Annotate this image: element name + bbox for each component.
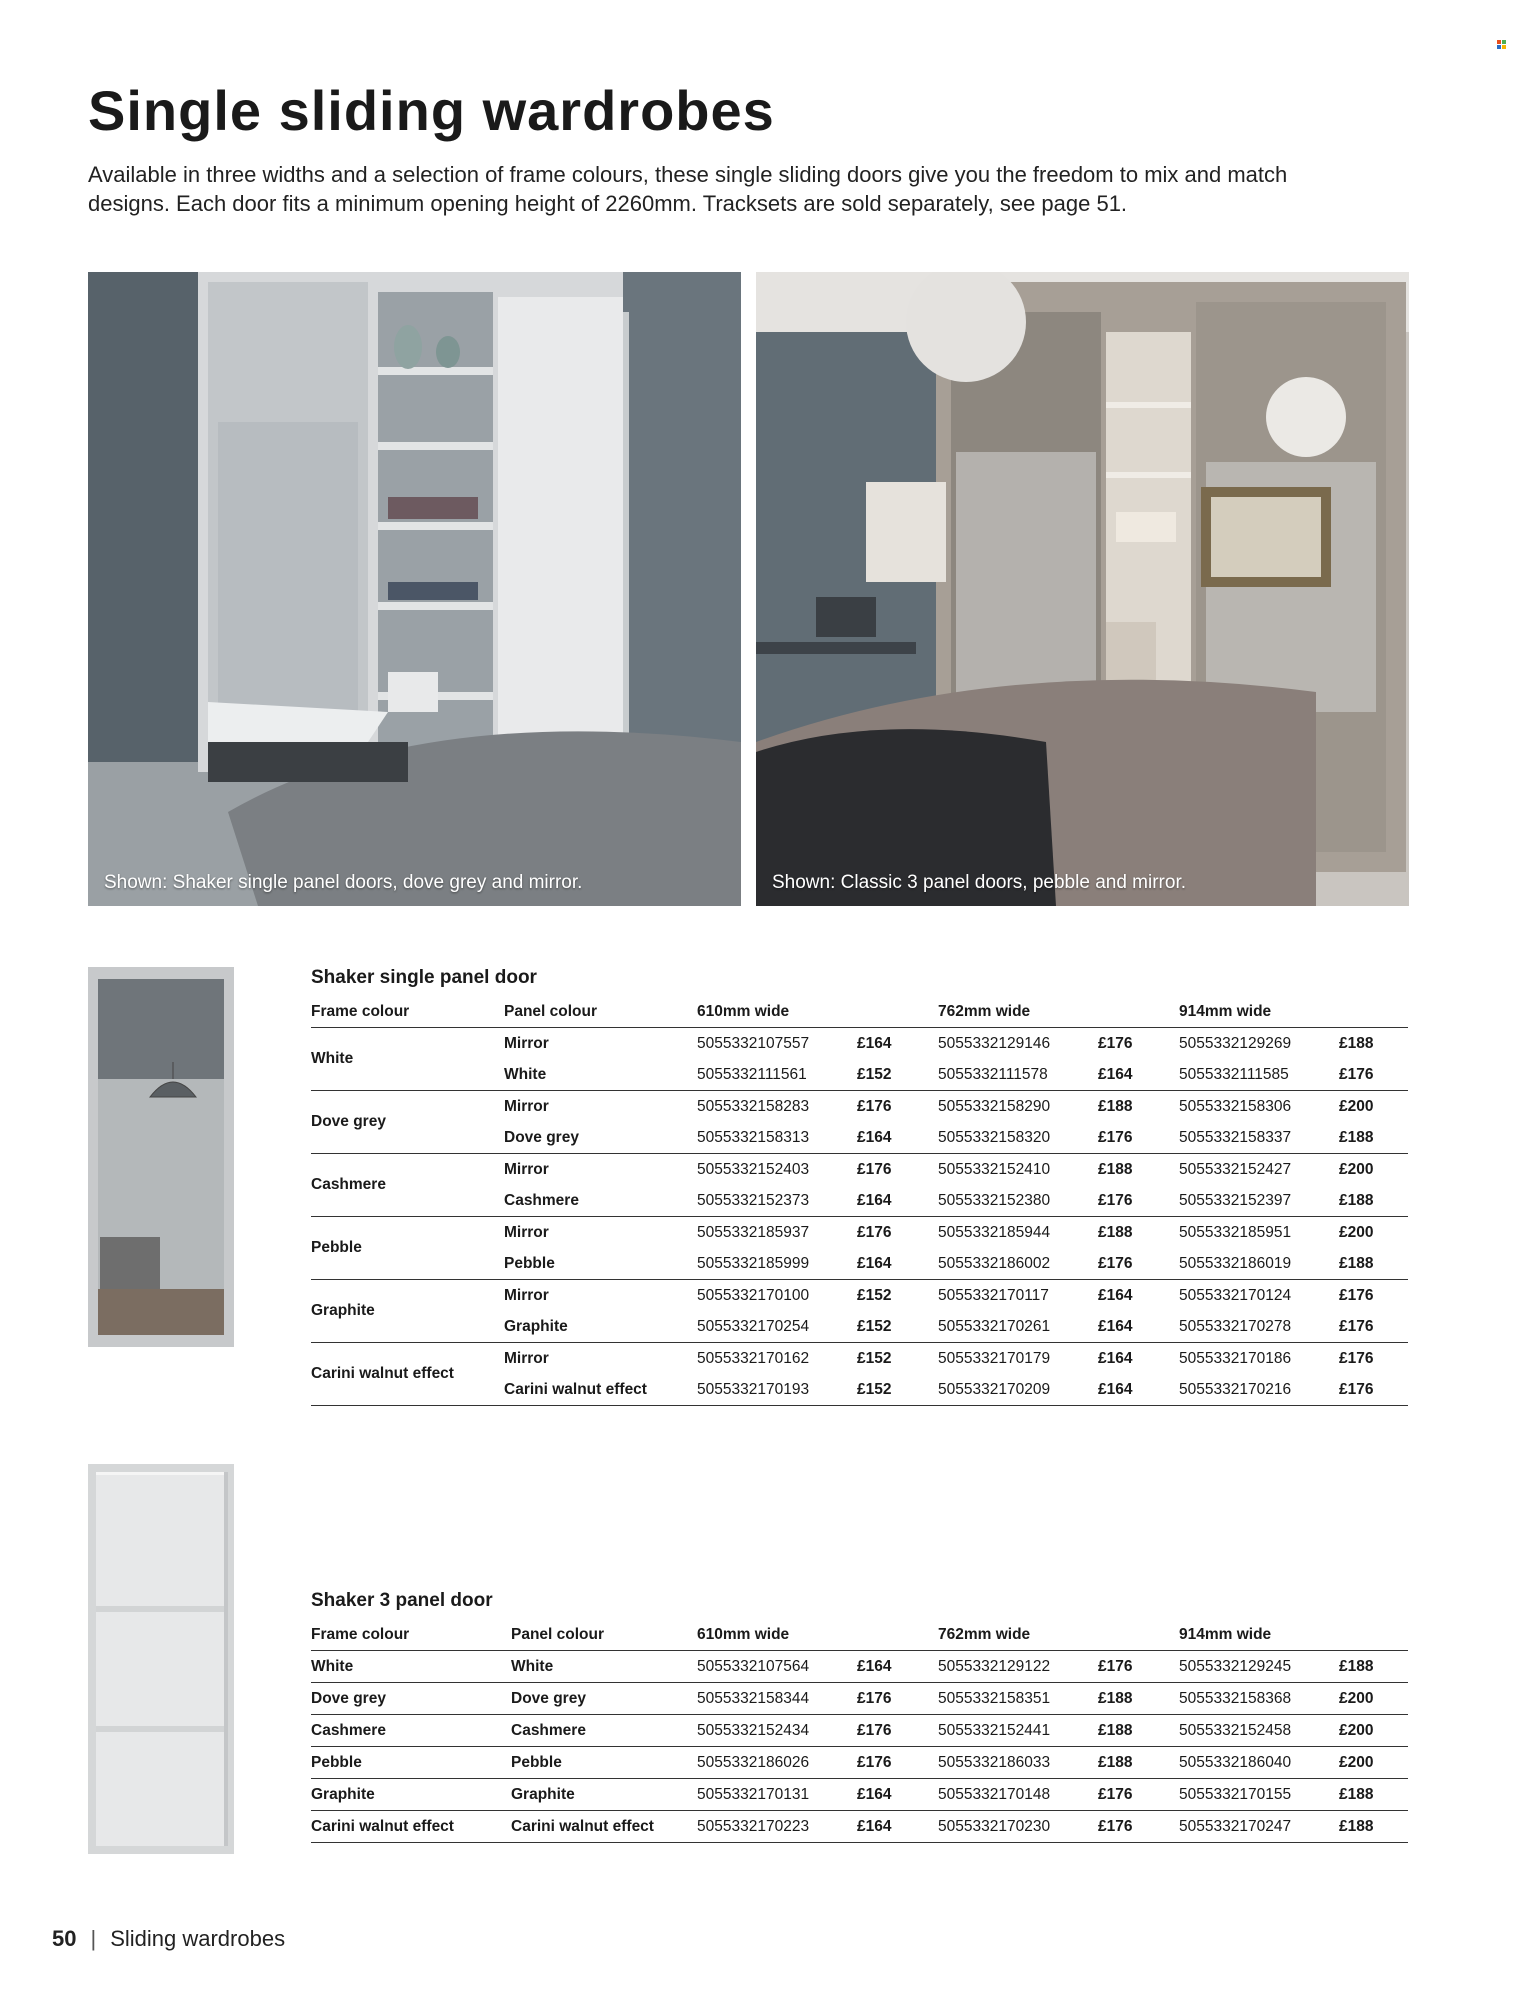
table-row bbox=[311, 1779, 1408, 1811]
product-code-cell: 5055332170193 bbox=[697, 1374, 857, 1406]
price-cell: £176 bbox=[1098, 1122, 1179, 1154]
product-code-cell: 5055332158368 bbox=[1179, 1683, 1339, 1715]
price-cell: £164 bbox=[857, 1185, 938, 1217]
footer-section: Sliding wardrobes bbox=[110, 1926, 286, 1951]
panel-colour-cell: Mirror bbox=[504, 1349, 549, 1367]
price-cell: £164 bbox=[857, 1034, 892, 1052]
price-cell: £188 bbox=[1098, 1223, 1133, 1241]
price-cell: £176 bbox=[1098, 1034, 1133, 1052]
price-cell: £164 bbox=[857, 1811, 938, 1843]
price-cell: £176 bbox=[1339, 1349, 1374, 1367]
panel-colour-cell: Graphite bbox=[504, 1311, 697, 1343]
product-code-cell: 5055332170223 bbox=[697, 1811, 857, 1843]
price-cell: £176 bbox=[857, 1747, 938, 1779]
product-code-cell: 5055332170186 bbox=[1179, 1349, 1292, 1367]
header-762: 762mm wide bbox=[938, 1619, 1179, 1651]
table-header-row bbox=[311, 996, 1408, 1028]
price-cell: £188 bbox=[1339, 1779, 1408, 1811]
price-cell: £152 bbox=[857, 1349, 892, 1367]
frame-colour-cell: White bbox=[311, 1028, 504, 1091]
photo-caption: Shown: Shaker single panel doors, dove grey and mirror. bbox=[104, 872, 583, 893]
panel-colour-cell: Cashmere bbox=[511, 1715, 697, 1747]
frame-colour-cell: Cashmere bbox=[311, 1154, 504, 1217]
product-code-cell: 5055332158344 bbox=[697, 1683, 857, 1715]
product-code-cell: 5055332170148 bbox=[938, 1779, 1098, 1811]
product-code-cell: 5055332185937 bbox=[697, 1223, 810, 1241]
product-code-cell: 5055332152441 bbox=[938, 1715, 1098, 1747]
product-code-cell: 5055332170247 bbox=[1179, 1811, 1339, 1843]
price-cell: £200 bbox=[1339, 1223, 1374, 1241]
brand-logo-icon bbox=[1497, 40, 1507, 50]
product-code-cell: 5055332170179 bbox=[938, 1349, 1051, 1367]
three-panel-title: Shaker 3 panel door bbox=[311, 1590, 493, 1611]
header-914: 914mm wide bbox=[1179, 1619, 1408, 1651]
frame-colour-cell: Carini walnut effect bbox=[311, 1343, 504, 1406]
product-code-cell: 5055332185999 bbox=[697, 1248, 857, 1280]
table-row bbox=[311, 1091, 1408, 1123]
panel-colour-cell: Mirror bbox=[504, 1034, 549, 1052]
bedroom-photo-shaker bbox=[88, 272, 741, 906]
product-code-cell: 5055332170261 bbox=[938, 1311, 1098, 1343]
product-code-cell: 5055332170100 bbox=[697, 1286, 810, 1304]
panel-colour-cell: Pebble bbox=[511, 1747, 697, 1779]
header-610: 610mm wide bbox=[697, 1619, 938, 1651]
header-panel-colour: Panel colour bbox=[511, 1619, 697, 1651]
product-code-cell: 5055332170216 bbox=[1179, 1374, 1339, 1406]
price-cell: £188 bbox=[1098, 1683, 1179, 1715]
table-row bbox=[311, 1028, 1408, 1060]
product-code-cell: 5055332158283 bbox=[697, 1097, 810, 1115]
panel-colour-cell: Mirror bbox=[504, 1160, 549, 1178]
table-row bbox=[311, 1651, 1408, 1683]
price-cell: £200 bbox=[1339, 1097, 1374, 1115]
price-cell: £176 bbox=[857, 1097, 892, 1115]
panel-colour-cell: White bbox=[511, 1651, 697, 1683]
price-cell: £176 bbox=[857, 1715, 938, 1747]
price-cell: £188 bbox=[1339, 1034, 1374, 1052]
product-code-cell: 5055332186040 bbox=[1179, 1747, 1339, 1779]
product-code-cell: 5055332158290 bbox=[938, 1097, 1051, 1115]
price-cell: £176 bbox=[1098, 1811, 1179, 1843]
price-cell: £188 bbox=[1339, 1185, 1408, 1217]
panel-colour-cell: Dove grey bbox=[504, 1122, 697, 1154]
price-cell: £164 bbox=[857, 1122, 938, 1154]
product-code-cell: 5055332129269 bbox=[1179, 1034, 1292, 1052]
product-code-cell: 5055332129146 bbox=[938, 1034, 1051, 1052]
product-code-cell: 5055332152380 bbox=[938, 1185, 1098, 1217]
panel-colour-cell: Cashmere bbox=[504, 1185, 697, 1217]
product-code-cell: 5055332129245 bbox=[1179, 1651, 1339, 1683]
page-footer bbox=[52, 1926, 285, 1952]
panel-colour-cell: Dove grey bbox=[511, 1683, 697, 1715]
table-row bbox=[311, 1811, 1408, 1843]
product-code-cell: 5055332158320 bbox=[938, 1122, 1098, 1154]
product-code-cell: 5055332152427 bbox=[1179, 1160, 1292, 1178]
frame-colour-cell: Dove grey bbox=[311, 1091, 504, 1154]
price-cell: £176 bbox=[1339, 1311, 1408, 1343]
page-title: Single sliding wardrobes bbox=[88, 79, 775, 142]
table-header-row bbox=[311, 1619, 1408, 1651]
product-code-cell: 5055332152397 bbox=[1179, 1185, 1339, 1217]
price-cell: £188 bbox=[1098, 1160, 1133, 1178]
product-code-cell: 5055332152458 bbox=[1179, 1715, 1339, 1747]
header-762: 762mm wide bbox=[938, 996, 1179, 1028]
price-cell: £176 bbox=[1098, 1651, 1179, 1683]
product-code-cell: 5055332152410 bbox=[938, 1160, 1051, 1178]
price-cell: £152 bbox=[857, 1374, 938, 1406]
intro-text: Available in three widths and a selection of frame colours, these single sliding doors give you the freedom to mix and match designs. Each door fits a minimum opening height of 2260mm. Tracksets are sold separately, see page 51. bbox=[88, 162, 1288, 216]
product-code-cell: 5055332107557 bbox=[697, 1034, 810, 1052]
product-code-cell: 5055332152434 bbox=[697, 1715, 857, 1747]
table-row bbox=[311, 1154, 1408, 1186]
door-mirror-illustration bbox=[88, 967, 234, 1347]
price-cell: £164 bbox=[1098, 1286, 1133, 1304]
price-cell: £176 bbox=[1339, 1374, 1408, 1406]
price-cell: £164 bbox=[1098, 1349, 1133, 1367]
table-row bbox=[311, 1747, 1408, 1779]
table-row bbox=[311, 1343, 1408, 1375]
product-code-cell: 5055332170278 bbox=[1179, 1311, 1339, 1343]
frame-colour-cell: Graphite bbox=[311, 1280, 504, 1343]
price-cell: £200 bbox=[1339, 1160, 1374, 1178]
price-cell: £176 bbox=[1098, 1185, 1179, 1217]
price-cell: £176 bbox=[857, 1683, 938, 1715]
product-code-cell: 5055332170155 bbox=[1179, 1779, 1339, 1811]
frame-colour-cell: Dove grey bbox=[311, 1683, 511, 1715]
product-code-cell: 5055332170162 bbox=[697, 1349, 810, 1367]
frame-colour-cell: Carini walnut effect bbox=[311, 1811, 511, 1843]
frame-colour-cell: Graphite bbox=[311, 1779, 511, 1811]
price-cell: £200 bbox=[1339, 1683, 1408, 1715]
photo-caption: Shown: Classic 3 panel doors, pebble and mirror. bbox=[772, 872, 1187, 893]
panel-colour-cell: Mirror bbox=[504, 1097, 549, 1115]
price-cell: £188 bbox=[1339, 1248, 1408, 1280]
product-code-cell: 5055332185944 bbox=[938, 1223, 1051, 1241]
price-cell: £188 bbox=[1339, 1122, 1408, 1154]
panel-colour-cell: Carini walnut effect bbox=[511, 1811, 697, 1843]
product-code-cell: 5055332186002 bbox=[938, 1248, 1098, 1280]
frame-colour-cell: White bbox=[311, 1651, 511, 1683]
price-cell: £188 bbox=[1098, 1715, 1179, 1747]
bedroom-classic-illustration bbox=[756, 272, 1409, 906]
price-cell: £188 bbox=[1098, 1747, 1179, 1779]
price-cell: £188 bbox=[1339, 1651, 1408, 1683]
product-code-cell: 5055332186026 bbox=[697, 1747, 857, 1779]
product-code-cell: 5055332152373 bbox=[697, 1185, 857, 1217]
table-row bbox=[311, 1217, 1408, 1249]
product-code-cell: 5055332158313 bbox=[697, 1122, 857, 1154]
product-code-cell: 5055332152403 bbox=[697, 1160, 810, 1178]
product-code-cell: 5055332111578 bbox=[938, 1059, 1098, 1091]
footer-separator: | bbox=[90, 1926, 97, 1951]
panel-colour-cell: Mirror bbox=[504, 1286, 549, 1304]
product-code-cell: 5055332158306 bbox=[1179, 1097, 1292, 1115]
price-cell: £176 bbox=[1098, 1248, 1179, 1280]
frame-colour-cell: Cashmere bbox=[311, 1715, 511, 1747]
price-cell: £176 bbox=[1339, 1286, 1374, 1304]
product-code-cell: 5055332185951 bbox=[1179, 1223, 1292, 1241]
price-cell: £152 bbox=[857, 1311, 938, 1343]
header-610: 610mm wide bbox=[697, 996, 938, 1028]
price-cell: £200 bbox=[1339, 1747, 1408, 1779]
product-code-cell: 5055332186019 bbox=[1179, 1248, 1339, 1280]
price-cell: £164 bbox=[857, 1779, 938, 1811]
price-cell: £164 bbox=[857, 1248, 938, 1280]
product-code-cell: 5055332158337 bbox=[1179, 1122, 1339, 1154]
product-code-cell: 5055332158351 bbox=[938, 1683, 1098, 1715]
panel-colour-cell: Graphite bbox=[511, 1779, 697, 1811]
price-cell: £164 bbox=[1098, 1059, 1179, 1091]
product-code-cell: 5055332170131 bbox=[697, 1779, 857, 1811]
product-code-cell: 5055332111561 bbox=[697, 1059, 857, 1091]
product-code-cell: 5055332170117 bbox=[938, 1286, 1049, 1304]
price-cell: £176 bbox=[857, 1160, 892, 1178]
header-frame-colour: Frame colour bbox=[311, 1619, 511, 1651]
product-code-cell: 5055332170124 bbox=[1179, 1286, 1292, 1304]
price-cell: £164 bbox=[1098, 1311, 1179, 1343]
product-code-cell: 5055332170230 bbox=[938, 1811, 1098, 1843]
price-cell: £152 bbox=[857, 1059, 938, 1091]
product-code-cell: 5055332170209 bbox=[938, 1374, 1098, 1406]
bedroom-shaker-illustration bbox=[88, 272, 741, 906]
table-row bbox=[311, 1280, 1408, 1312]
price-cell: £152 bbox=[857, 1286, 892, 1304]
panel-colour-cell: Mirror bbox=[504, 1223, 549, 1241]
frame-colour-cell: Pebble bbox=[311, 1217, 504, 1280]
panel-colour-cell: White bbox=[504, 1059, 697, 1091]
table-row bbox=[311, 1683, 1408, 1715]
frame-colour-cell: Pebble bbox=[311, 1747, 511, 1779]
price-cell: £176 bbox=[1339, 1059, 1408, 1091]
price-cell: £164 bbox=[857, 1651, 938, 1683]
three-panel-price-table bbox=[311, 1619, 1408, 1843]
door-three-panel-illustration bbox=[88, 1464, 234, 1854]
panel-colour-cell: Pebble bbox=[504, 1248, 697, 1280]
shaker-3-panel-door-image bbox=[88, 1464, 234, 1854]
price-cell: £188 bbox=[1339, 1811, 1408, 1843]
price-cell: £188 bbox=[1098, 1097, 1133, 1115]
price-cell: £200 bbox=[1339, 1715, 1408, 1747]
single-panel-price-table bbox=[311, 996, 1408, 1406]
price-cell: £176 bbox=[1098, 1779, 1179, 1811]
bedroom-photo-classic bbox=[756, 272, 1409, 906]
product-code-cell: 5055332111585 bbox=[1179, 1059, 1339, 1091]
shaker-single-panel-door-image bbox=[88, 967, 234, 1347]
price-cell: £164 bbox=[1098, 1374, 1179, 1406]
header-panel-colour: Panel colour bbox=[504, 996, 697, 1028]
product-code-cell: 5055332107564 bbox=[697, 1651, 857, 1683]
panel-colour-cell: Carini walnut effect bbox=[504, 1374, 697, 1406]
header-914: 914mm wide bbox=[1179, 996, 1408, 1028]
product-code-cell: 5055332186033 bbox=[938, 1747, 1098, 1779]
product-code-cell: 5055332129122 bbox=[938, 1651, 1098, 1683]
page-number: 50 bbox=[52, 1926, 77, 1951]
price-cell: £176 bbox=[857, 1223, 892, 1241]
table-row bbox=[311, 1715, 1408, 1747]
product-code-cell: 5055332170254 bbox=[697, 1311, 857, 1343]
single-panel-title: Shaker single panel door bbox=[311, 967, 537, 988]
header-frame-colour: Frame colour bbox=[311, 996, 504, 1028]
